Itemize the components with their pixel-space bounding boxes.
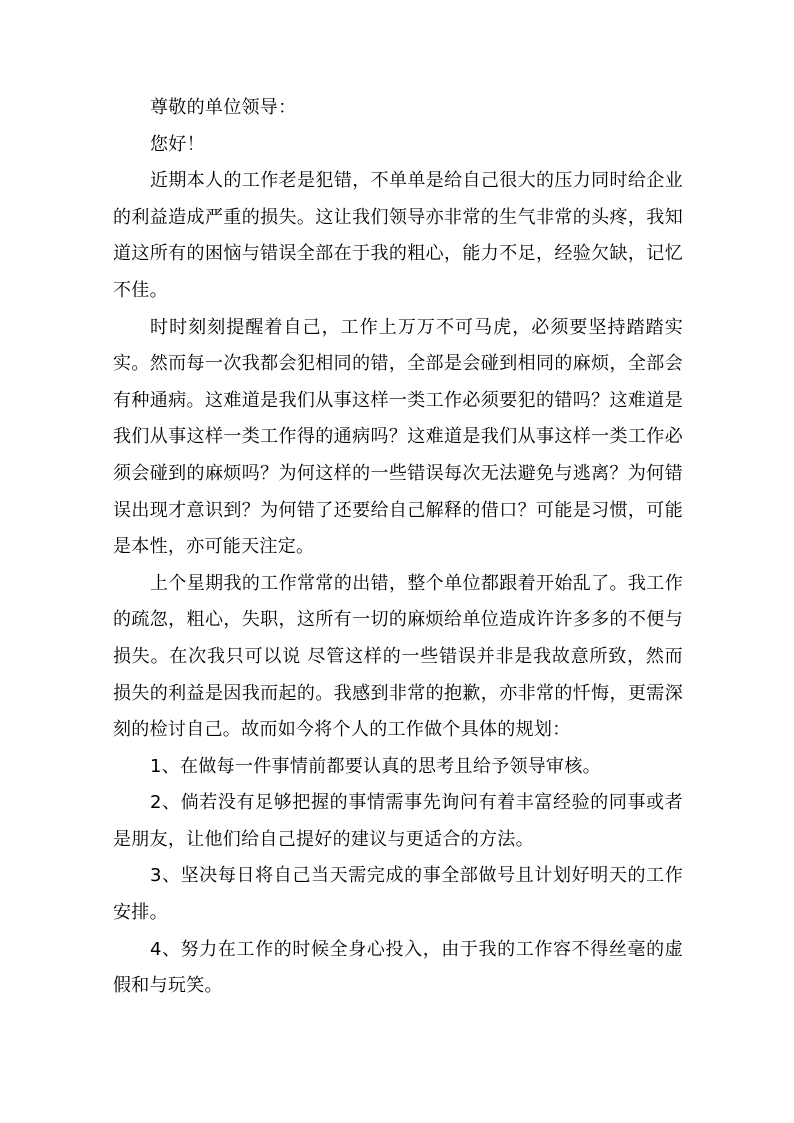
plan-item: 3、坚决每日将自己当天需完成的事全部做号且计划好明天的工作安排。	[113, 865, 683, 924]
paragraph: 上个星期我的工作常常的出错，整个单位都跟着开始乱了。我工作的疏忽，粗心，失职，这所有一切的麻烦给单位造成许许多多的不便与损失。在次我只可以说 尽管这样的一些错误并非是我故意所致，然而损失的利益是因我而起的。我感到非常的抱歉，亦非常的忏悔，更需深刻的检讨自己。故而如今将个人的工作做个具体的规划：	[113, 572, 683, 741]
greeting: 您好！	[150, 133, 205, 155]
paragraph: 近期本人的工作老是犯错，不单单是给自己很大的压力同时给企业的利益造成严重的损失。这让我们领导亦非常的生气非常的头疼，我知道这所有的困恼与错误全部在于我的粗心，能力不足，经验欠缺，记忆不佳。	[113, 170, 683, 301]
salutation: 尊敬的单位领导：	[150, 97, 297, 118]
plan-item: 4、努力在工作的时候全身心投入，由于我的工作容不得丝毫的虚假和与玩笑。	[113, 938, 683, 997]
plan-item: 1、在做每一件事情前都要认真的思考且给予领导审核。	[150, 755, 601, 777]
paragraph: 时时刻刻提醒着自己，工作上万万不可马虎，必须要坚持踏踏实实。然而每一次我都会犯相同的错，全部是会碰到相同的麻烦，全部会有种通病。这难道是我们从事这样一类工作必须要犯的错吗？这难道是我们从事这样一类工作得的通病吗？这难道是我们从事这样一类工作必须会碰到的麻烦吗？为何这样的一些错误每次无法避免与逃离？为何错误出现才意识到？为何错了还要给自己解释的借口？可能是习惯，可能是本性，亦可能天注定。	[113, 316, 683, 558]
plan-item: 2、倘若没有足够把握的事情需事先询问有着丰富经验的同事或者是朋友，让他们给自己提好的建议与更适合的方法。	[113, 792, 683, 850]
letter-body	[113, 90, 683, 1005]
